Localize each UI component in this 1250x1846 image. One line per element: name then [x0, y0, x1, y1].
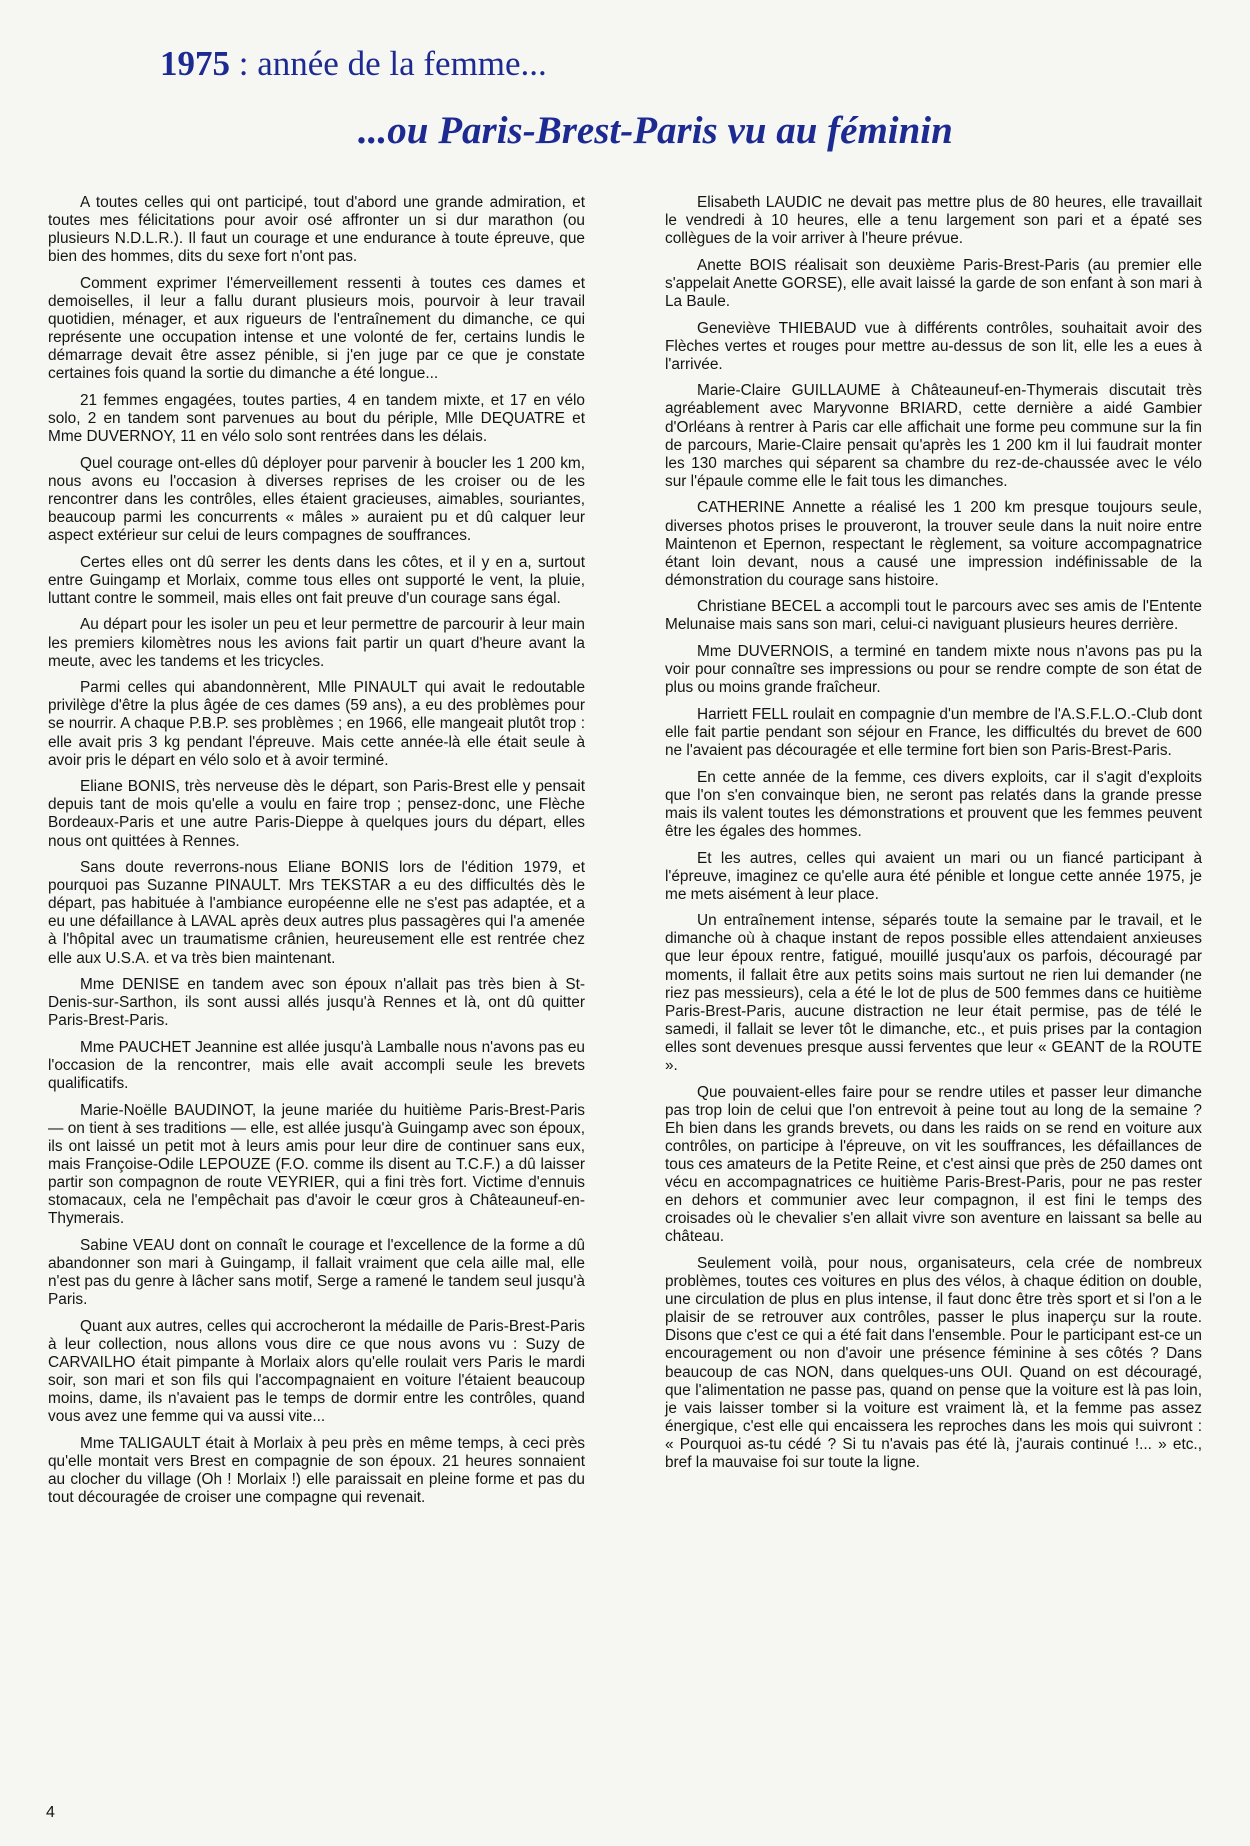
- paragraph: Mme PAUCHET Jeannine est allée jusqu'à Lamballe nous n'avons pas eu l'occasion de la rencontrer, mais elle avait accompli seule les brevets qualificatifs.: [48, 1038, 585, 1093]
- paragraph: Et les autres, celles qui avaient un mari ou un fiancé participant à l'épreuve, imaginez ce qu'elle aura été pénible et longue cette année 1975, je me mets aisément à leur place.: [665, 849, 1202, 903]
- paragraph: 21 femmes engagées, toutes parties, 4 en tandem mixte, et 17 en vélo solo, 2 en tandem sont parvenues au bout du périple, Mlle DEQUATRE et Mme DUVERNOY, 11 en vélo solo sont rentrées dans les délais.: [48, 391, 585, 446]
- paragraph: Elisabeth LAUDIC ne devait pas mettre plus de 80 heures, elle travaillait le vendredi à 10 heures, elle a tenu largement son pari et a épaté ses collègues de la voir arriver à l'heure prévue.: [665, 194, 1202, 248]
- paragraph: Certes elles ont dû serrer les dents dans les côtes, et il y en a, surtout entre Guingamp et Morlaix, comme tous elles ont supporté le vent, la pluie, luttant contre le sommeil, mais elles ont fait preuve d'un courage sans égal.: [48, 553, 585, 607]
- paragraph: Comment exprimer l'émerveillement ressenti à toutes ces dames et demoiselles, il leur a fallu durant plusieurs mois, pourvoir à leur travail quotidien, ménager, et aux rigueurs de l'entraînement du dimanche, ce qui représente une occupation intense et une volonté de fer, certains lundis le démarrage devait être assez pénible, si j'en juge par ce que je constate certaines fois quand la sortie du dimanche a été longue...: [48, 274, 585, 383]
- right-column: [665, 194, 1202, 1481]
- page-number: 4: [46, 1804, 55, 1821]
- paragraph: Au départ pour les isoler un peu et leur permettre de parcourir à leur main les premiers kilomètres nous les avions fait partir un quart d'heure avant la meute, avec les tandems et les tricycles.: [48, 616, 585, 670]
- paragraph: Seulement voilà, pour nous, organisateurs, cela crée de nombreux problèmes, toutes ces voitures en plus des vélos, à chaque édition on double, une circulation de plus en plus intense, il faut donc être très sport et si l'on a le plaisir de se retrouver aux contrôles, passer le plus inaperçu sur la route. Disons que c'est ce qui a été fait dans l'ensemble. Pour le participant est-ce un encouragement ou non d'avoir une présence féminine à ses côtés ? Dans beaucoup de cas NON, dans quelques-uns OUI. Quand on est découragé, que l'alimentation ne passe pas, quand on pense que la voiture est là pas loin, je vais laisser tomber si la voiture est vraiment là, et la femme pas assez énergique, c'est elle qui encaissera les reproches dans les mois qui suivront : « Pourquoi as-tu cédé ? Si tu n'avais pas été là, j'aurais continué !... » etc., bref la mauvaise foi sur toute la ligne.: [665, 1254, 1202, 1471]
- paragraph: Eliane BONIS, très nerveuse dès le départ, son Paris-Brest elle y pensait depuis tant de mois qu'elle a voulu en faire trop ; pensez-donc, une Flèche Bordeaux-Paris et une autre Paris-Dieppe à quelques jours du départ, elles nous ont quittées à Rennes.: [48, 778, 585, 850]
- paragraph: CATHERINE Annette a réalisé les 1 200 km presque toujours seule, diverses photos prises le prouveront, la trouver seule dans la nuit noire entre Maintenon et Epernon, respectant le règlement, sa voiture accompagnatrice étant loin devant, nous a causé une impression indéfinissable de la démonstration du courage sans histoire.: [665, 499, 1202, 589]
- article-title: [160, 44, 547, 84]
- paragraph: Mme DUVERNOIS, a terminé en tandem mixte nous n'avons pas pu la voir pour connaître ses impressions ou pour se rendre compte de son état de plus ou moins grande fraîcheur.: [665, 643, 1202, 697]
- left-column: [48, 194, 585, 1516]
- paragraph: Marie-Noëlle BAUDINOT, la jeune mariée du huitième Paris-Brest-Paris — on tient à ses traditions — elle, est allée jusqu'à Guingamp avec son époux, ils ont laissé un petit mot à leurs amis pour leur dire de continuer sans eux, mais Françoise-Odile LEPOUZE (F.O. comme ils disent au T.C.F.) a dû laisser partir son compagnon de route VEYRIER, qui a fini très fort. Victime d'ennuis stomacaux, cela ne l'empêchait pas d'avoir le cœur gros à Châteauneuf-en-Thymerais.: [48, 1101, 585, 1228]
- title-colon: :: [230, 44, 258, 83]
- paragraph: Sabine VEAU dont on connaît le courage et l'excellence de la forme a dû abandonner son mari à Guingamp, il fallait vraiment que cela aille mal, elle n'est pas du genre à lâcher sans motif, Serge a ramené le tandem seul jusqu'à Paris.: [48, 1236, 585, 1309]
- paragraph: Quel courage ont-elles dû déployer pour parvenir à boucler les 1 200 km, nous avons eu l'occasion à diverses reprises de les croiser ou de les rencontrer dans les contrôles, elles étaient gracieuses, aimables, souriantes, beaucoup parmi les concurrents « mâles » auraient pu et dû calquer leur aspect extérieur sur celui de leurs compagnes de souffrances.: [48, 454, 585, 545]
- paragraph: En cette année de la femme, ces divers exploits, car il s'agit d'exploits que l'on s'en convainque bien, ne seront pas relatés dans la grande presse mais ils valent toutes les démonstrations et prouvent que les femmes peuvent être les égales des hommes.: [665, 768, 1202, 840]
- paragraph: Anette BOIS réalisait son deuxième Paris-Brest-Paris (au premier elle s'appelait Anette GORSE), elle avait laissé la garde de son enfant à son mari à La Baule.: [665, 256, 1202, 310]
- paragraph: Quant aux autres, celles qui accrocheront la médaille de Paris-Brest-Paris à leur collection, nous allons vous dire ce que nous avons vu : Suzy de CARVAILHO était pimpante à Morlaix alors qu'elle roulait vers Paris le mardi soir, son mari et son fils qui l'accompagnaient en voiture l'étaient beaucoup moins, dame, ils n'avaient pas le temps de dormir entre les contrôles, quand vous avez une femme qui va aussi vite...: [48, 1317, 585, 1426]
- paragraph: Sans doute reverrons-nous Eliane BONIS lors de l'édition 1979, et pourquoi pas Suzanne PINAULT. Mrs TEKSTAR a eu des difficultés dès le départ, pas habituée à l'ambiance européenne elle ne s'est pas adaptée, et a eu une défaillance à LAVAL après deux autres plus passagères qui l'a amenée à l'hôpital avec un traumatisme crânien, heureusement elle est rentrée chez elle aux U.S.A. et va très bien maintenant.: [48, 859, 585, 967]
- paragraph: Harriett FELL roulait en compagnie d'un membre de l'A.S.F.L.O.-Club dont elle fait partie pendant son séjour en France, les difficultés du brevet de 600 ne l'avaient pas découragée et elle termine fort bien son Paris-Brest-Paris.: [665, 705, 1202, 760]
- paragraph: Christiane BECEL a accompli tout le parcours avec ses amis de l'Entente Melunaise mais sans son mari, celui-ci naviguant plusieurs heures derrière.: [665, 598, 1202, 634]
- paragraph: Marie-Claire GUILLAUME à Châteauneuf-en-Thymerais discutait très agréablement avec Maryvonne BRIARD, cette dernière a aidé Gambier d'Orléans à rentrer à Paris car elle affichait une forme peu commune sur la fin de parcours, Marie-Claire pensait qu'après les 1 200 km il lui faudrait monter les 130 marches qui séparent sa chambre du rez-de-chaussée avec le vélo sur l'épaule comme elle le fait tous les dimanches.: [665, 382, 1202, 490]
- title-rest: année de la femme...: [257, 44, 547, 83]
- paragraph: A toutes celles qui ont participé, tout d'abord une grande admiration, et toutes mes félicitations pour avoir osé affronter un si dur marathon (ou plusieurs N.D.L.R.). Il faut un courage et une endurance à toute épreuve, que bien des hommes, dits du sexe fort n'ont pas.: [48, 194, 585, 266]
- paragraph: Mme DENISE en tandem avec son époux n'allait pas très bien à St-Denis-sur-Sarthon, ils sont aussi allés jusqu'à Rennes et là, ont dû quitter Paris-Brest-Paris.: [48, 976, 585, 1030]
- paragraph: Geneviève THIEBAUD vue à différents contrôles, souhaitait avoir des Flèches vertes et rouges pour mettre au-dessus de son lit, elle les a eues à l'arrivée.: [665, 319, 1202, 373]
- paragraph: Mme TALIGAULT était à Morlaix à peu près en même temps, à ceci près qu'elle montait vers Brest en compagnie de son époux. 21 heures sonnaient au clocher du village (Oh ! Morlaix !) elle paraissait en pleine forme et pas du tout découragée de croiser une compagne qui revenait.: [48, 1434, 585, 1507]
- paragraph: Que pouvaient-elles faire pour se rendre utiles et passer leur dimanche pas trop loin de celui que l'on entrevoit à peine tout au long de la semaine ? Eh bien dans les grands brevets, ou dans les raids on se rend en voiture aux contrôles, on participe à l'épreuve, on vit les souffrances, les défaillances de tous ces amateurs de la Petite Reine, et c'est ainsi que près de 250 dames ont vécu en accompagnatrices ce huitième Paris-Brest-Paris, pour ne pas rester en dehors et communier avec leur compagnon, il est fini le temps des croisades où le chevalier s'en allait vivre son aventure en laissant sa belle au château.: [665, 1083, 1202, 1246]
- title-year: 1975: [160, 44, 230, 83]
- paragraph: Parmi celles qui abandonnèrent, Mlle PINAULT qui avait le redoutable privilège d'être la plus âgée de ces dames (59 ans), a eu des problèmes pour se nourrir. A chaque P.B.P. ses problèmes ; en 1966, elle mangeait plutôt trop : elle avait pris 3 kg pendant l'épreuve. Mais cette année-là elle était seule à avoir pris le départ en vélo solo et à avoir terminé.: [48, 679, 585, 769]
- article-subtitle: ...ou Paris-Brest-Paris vu au féminin: [358, 109, 953, 152]
- paragraph: Un entraînement intense, séparés toute la semaine par le travail, et le dimanche où à chaque instant de repos possible elles attendaient anxieuses que leur époux rentre, fatigué, mouillé jusqu'aux os parfois, découragé par moments, il fallait être aux petits soins mais surtout ne rien lui demander (ne riez pas messieurs), cela a été le lot de plus de 500 femmes dans ce huitième Paris-Brest-Paris, aucune distraction ne leur était permise, pas de télé le samedi, il fallait se lever tôt le dimanche, etc., et puis prises par la contagion elles sont devenues presque aussi ferventes que leur « GEANT de la ROUTE ».: [665, 912, 1202, 1075]
